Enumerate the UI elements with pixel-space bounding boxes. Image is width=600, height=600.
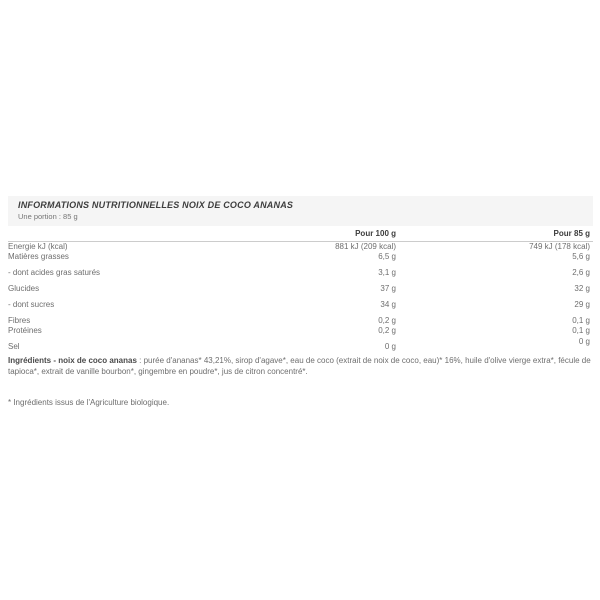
ingredients-label: Ingrédients - noix de coco ananas — [8, 356, 137, 365]
nutrition-rows — [8, 242, 593, 352]
value-per-100g: 34 g — [380, 300, 396, 309]
nutrient-label: - dont acides gras saturés — [8, 268, 101, 277]
nutrition-sheet — [8, 196, 593, 408]
nutrient-label: Fibres — [8, 316, 31, 325]
value-per-85g: 749 kJ (178 kcal) — [529, 242, 590, 251]
value-per-85g: 5,6 g — [572, 252, 590, 261]
nutrition-header-block — [8, 196, 593, 226]
value-per-100g: 0,2 g — [378, 316, 396, 325]
value-per-85g: 32 g — [574, 284, 590, 293]
table-row — [8, 326, 593, 336]
table-row — [8, 252, 593, 262]
portion-size: Une portion : 85 g — [18, 212, 78, 221]
value-per-85g: 0,1 g — [572, 316, 590, 325]
ingredients-text: : purée d'ananas* 43,21%, sirop d'agave*, eau de coco (extrait de noix de coco, eau)* 16%, huile d'olive vierge extra*, fécule de tapioca*, extrait de vanille bourbon*, gingembre en poudre*, jus de citron concentré*. — [8, 356, 591, 376]
table-column-headers — [8, 229, 593, 242]
nutrient-label: Energie kJ (kcal) — [8, 242, 68, 251]
column-header-per-100g: Pour 100 g — [355, 229, 396, 238]
value-per-100g: 37 g — [380, 284, 396, 293]
nutrition-title: INFORMATIONS NUTRITIONNELLES NOIX DE COCO ANANAS — [18, 200, 294, 210]
table-row — [8, 300, 593, 310]
value-per-100g: 6,5 g — [378, 252, 396, 261]
value-per-100g: 0 g — [384, 342, 396, 351]
table-row — [8, 316, 593, 326]
table-row — [8, 337, 593, 352]
nutrient-label: Sel — [8, 342, 20, 351]
value-per-100g: 881 kJ (209 kcal) — [335, 242, 396, 251]
value-per-85g: 0 g — [578, 337, 590, 346]
value-per-85g: 0,1 g — [572, 326, 590, 335]
value-per-85g: 29 g — [574, 300, 590, 309]
value-per-100g: 3,1 g — [378, 268, 396, 277]
nutrient-label: Glucides — [8, 284, 40, 293]
value-per-100g: 0,2 g — [378, 326, 396, 335]
table-row — [8, 284, 593, 294]
nutrient-label: Matières grasses — [8, 252, 69, 261]
organic-footnote: * Ingrédients issus de l'Agriculture biologique. — [8, 398, 170, 407]
table-row — [8, 268, 593, 278]
column-header-per-85g: Pour 85 g — [553, 229, 590, 238]
table-row — [8, 242, 593, 252]
nutrient-label: Protéines — [8, 326, 42, 335]
ingredients-paragraph — [8, 355, 593, 377]
nutrient-label: - dont sucres — [8, 300, 55, 309]
value-per-85g: 2,6 g — [572, 268, 590, 277]
